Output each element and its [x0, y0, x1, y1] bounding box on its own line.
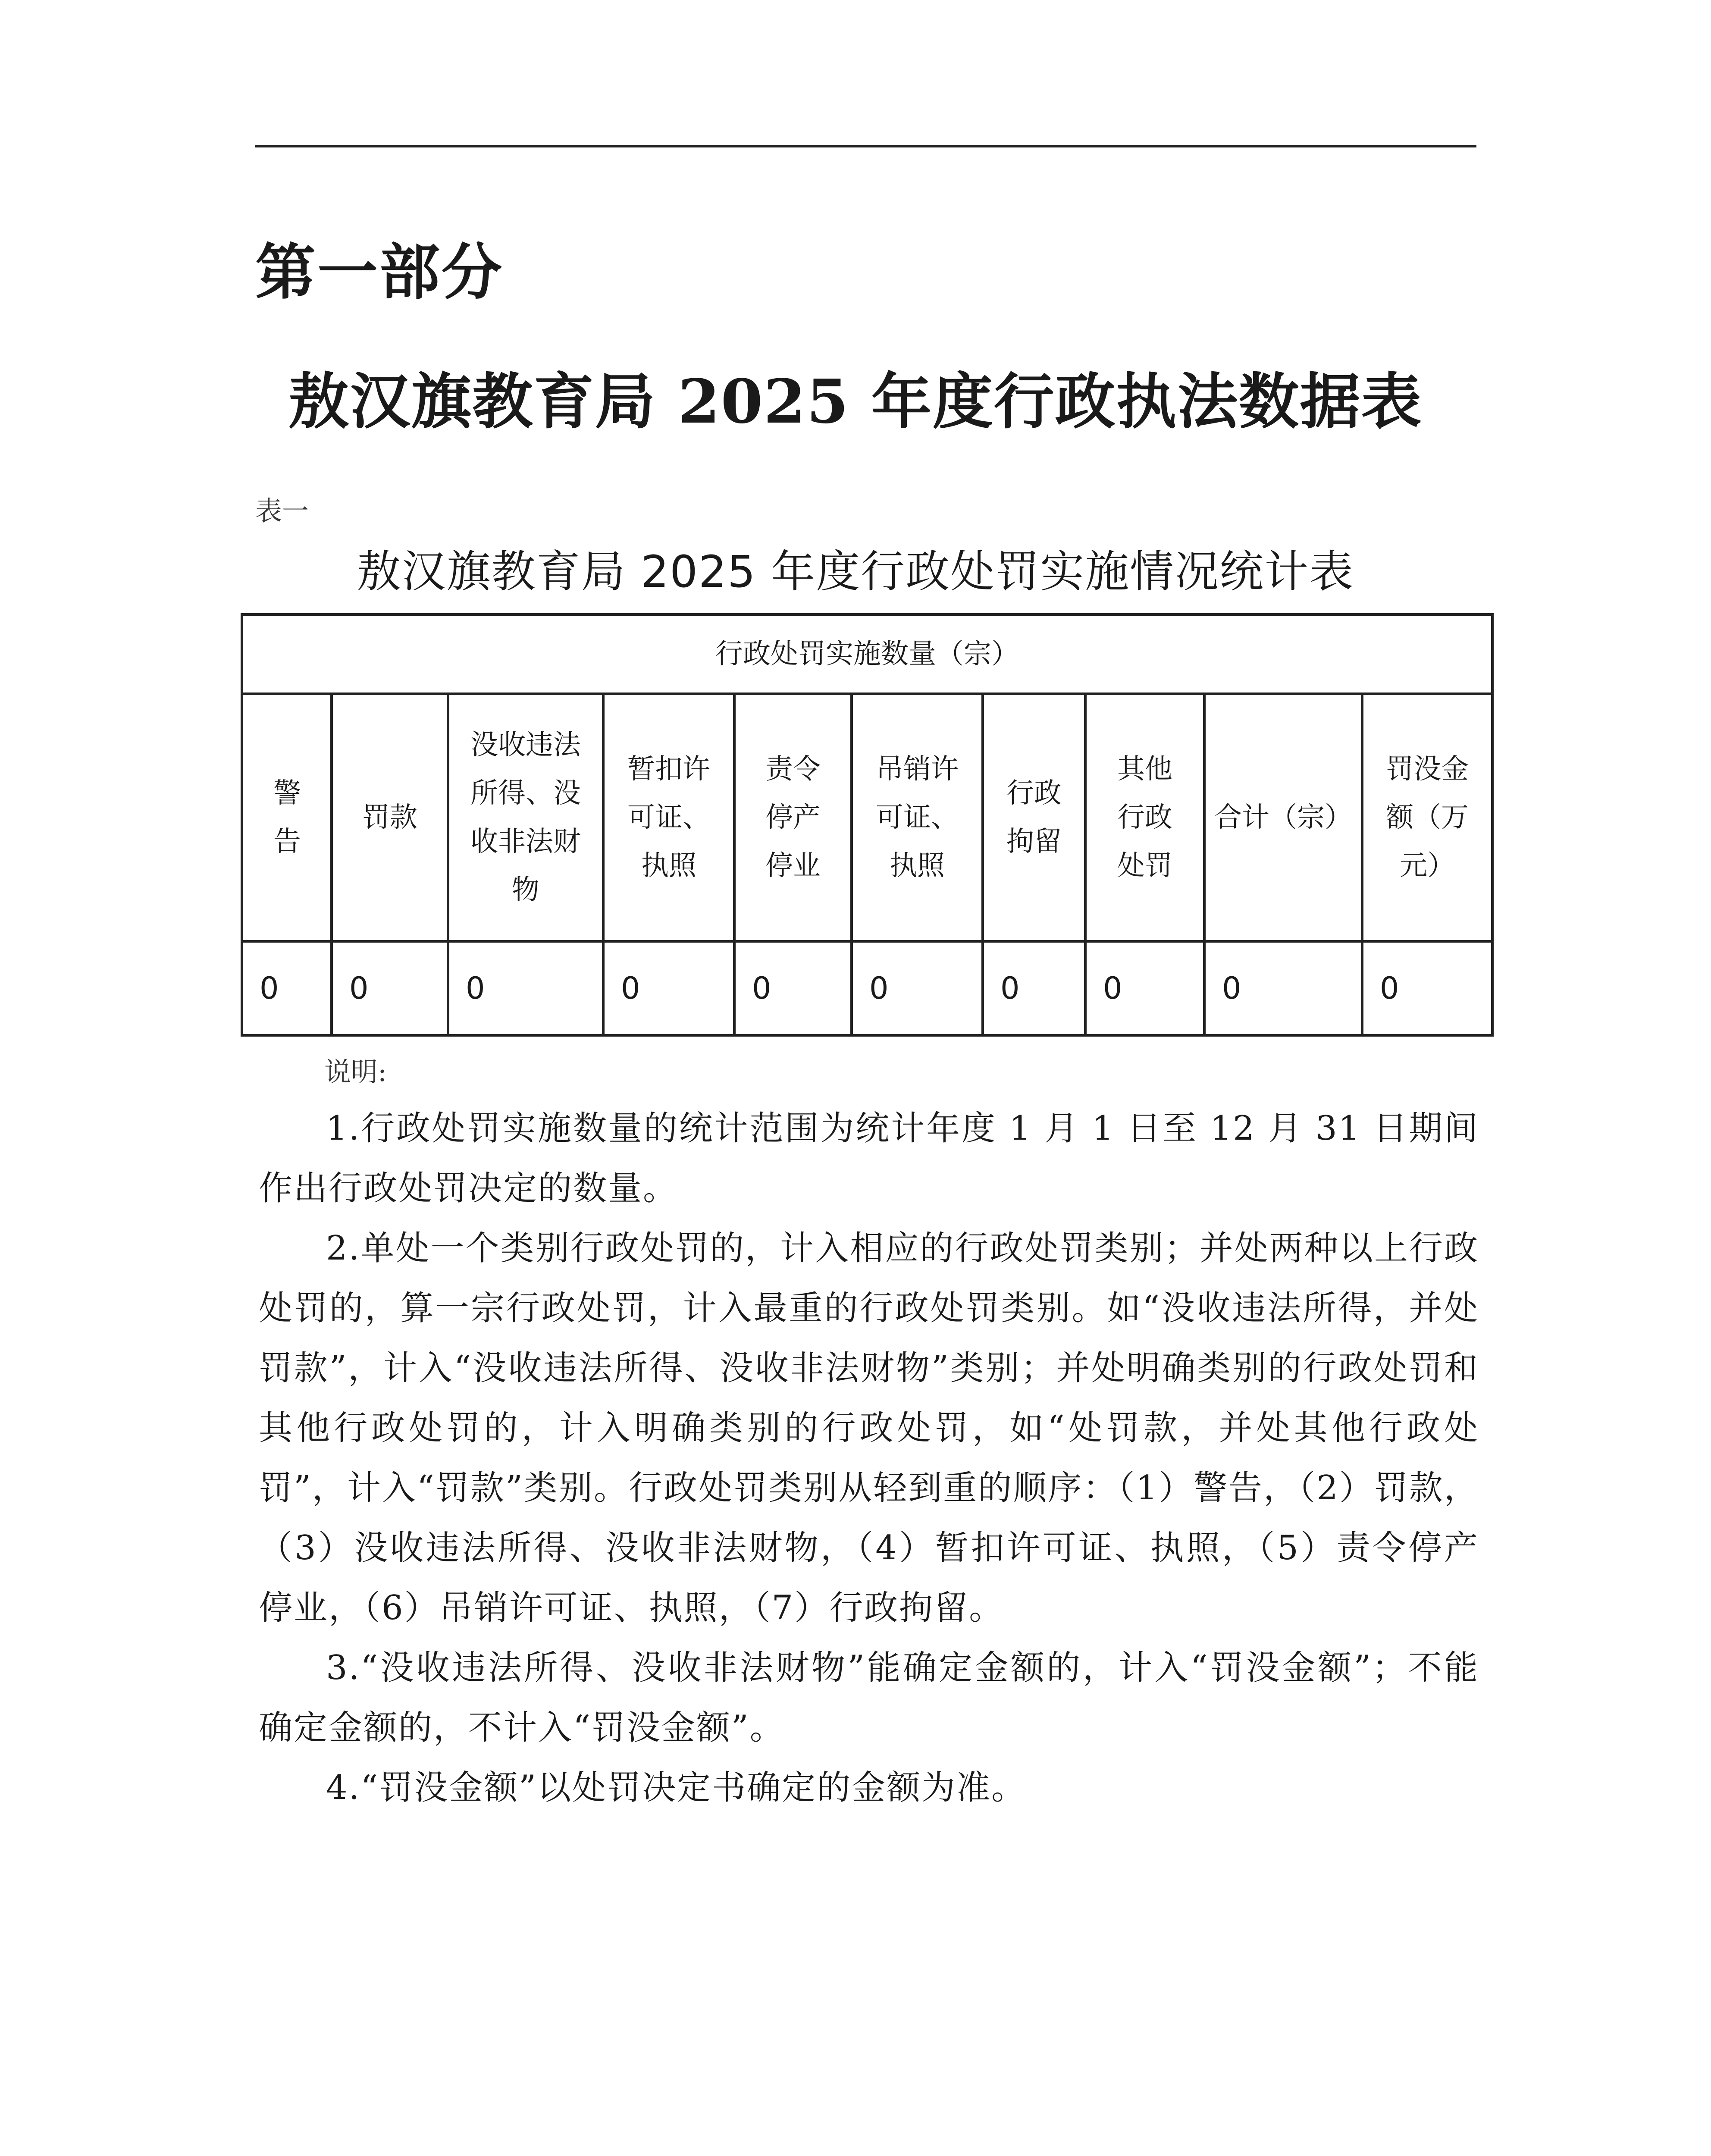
- value-confiscation: 0: [448, 941, 603, 1035]
- table-title: 敖汉旗教育局 2025 年度行政处罚实施情况统计表: [357, 546, 1354, 598]
- value-production-halt: 0: [734, 941, 852, 1035]
- column-header-fine: 罚款: [332, 694, 448, 941]
- value-amount: 0: [1362, 941, 1492, 1035]
- document-title: 敖汉旗教育局 2025 年度行政执法数据表: [288, 367, 1423, 437]
- column-header-other-penalty: 其他行政处罚: [1085, 694, 1204, 941]
- part-title: 第一部分: [255, 237, 504, 308]
- value-license-suspension: 0: [603, 941, 734, 1035]
- column-header-warning: 警告: [242, 694, 332, 941]
- column-header-license-suspension: 暂扣许可证、执照: [603, 694, 734, 941]
- value-total: 0: [1204, 941, 1362, 1035]
- note-item: 2.单处一个类别行政处罚的，计入相应的行政处罚类别；并处两种以上行政处罚的，算一宗行政处罚，计入最重的行政处罚类别。如“没收违法所得，并处罚款”，计入“没收违法所得、没收非法财物”类别；并处明确类别的行政处罚和其他行政处罚的，计入明确类别的行政处罚，如“处罚款，并处其他行政处罚”，计入“罚款”类别。行政处罚类别从轻到重的顺序：（1）警告，（2）罚款，（3）没收违法所得、没收非法财物，（4）暂扣许可证、执照，（5）责令停产停业，（6）吊销许可证、执照，（7）行政拘留。: [259, 1229, 1479, 1627]
- penalty-stats-table: [241, 613, 1494, 1037]
- value-license-revocation: 0: [852, 941, 983, 1035]
- note-item: 4.“罚没金额”以处罚决定书确定的金额为准。: [326, 1768, 1027, 1807]
- column-header-total: 合计（宗）: [1204, 694, 1362, 941]
- column-header-license-revocation: 吊销许可证、执照: [852, 694, 983, 941]
- column-header-confiscation: 没收违法所得、没收非法财物: [448, 694, 603, 941]
- value-detention: 0: [983, 941, 1085, 1035]
- value-other-penalty: 0: [1085, 941, 1204, 1035]
- table-label: 表一: [255, 495, 309, 526]
- value-fine: 0: [332, 941, 448, 1035]
- notes-title: 说明:: [324, 1056, 387, 1087]
- header-rule: [255, 145, 1476, 147]
- column-header-amount: 罚没金额（万元）: [1362, 694, 1492, 941]
- note-item: 3.“没收违法所得、没收非法财物”能确定金额的，计入“罚没金额”；不能确定金额的，不计入“罚没金额”。: [259, 1648, 1479, 1747]
- notes: [259, 1099, 1479, 1818]
- column-header-detention: 行政拘留: [983, 694, 1085, 941]
- note-item: 1.行政处罚实施数量的统计范围为统计年度 1 月 1 日至 12 月 31 日期间作出行政处罚决定的数量。: [259, 1109, 1479, 1208]
- column-header-production-halt: 责令停产停业: [734, 694, 852, 941]
- value-warning: 0: [242, 941, 332, 1035]
- group-header: 行政处罚实施数量（宗）: [242, 614, 1492, 694]
